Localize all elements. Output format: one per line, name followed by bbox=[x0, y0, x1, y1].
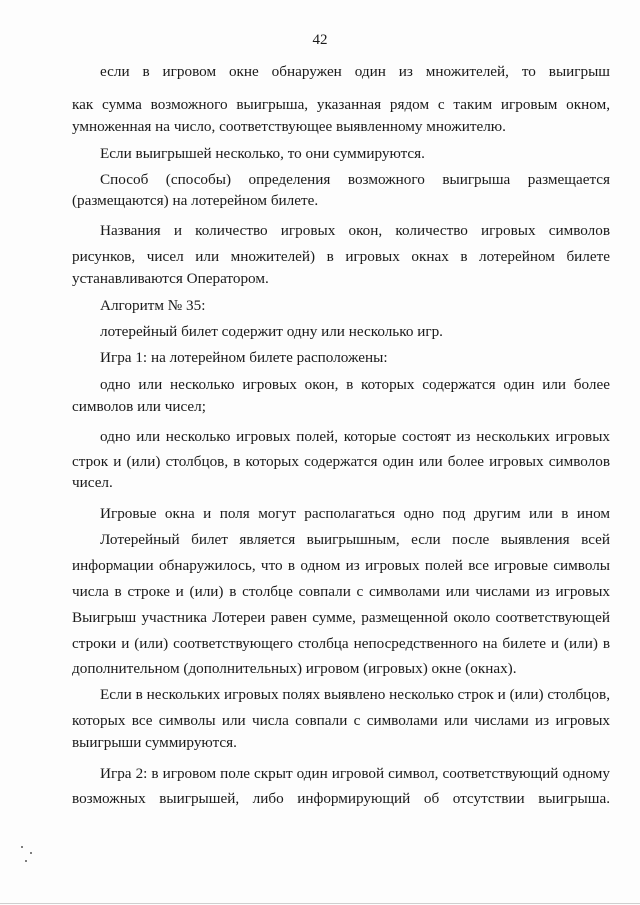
text-line: чисел. bbox=[72, 474, 113, 491]
scan-artifact bbox=[30, 852, 32, 854]
text-line: которых все символы или числа совпали с символами или числами из игровых bbox=[72, 712, 610, 729]
text-line: информации обнаружилось, что в одном из игровых полей все игровые символы bbox=[72, 557, 610, 574]
text-line: Игровые окна и поля могут располагаться одно под другим или в ином bbox=[100, 505, 610, 522]
page-number: 42 bbox=[312, 32, 328, 48]
text-line: Выигрыш участника Лотереи равен сумме, размещенной около соответствующей bbox=[72, 609, 610, 626]
text-line: Если выигрышей несколько, то они суммируются. bbox=[100, 145, 425, 162]
text-line: Лотерейный билет является выигрышным, если после выявления всей bbox=[100, 531, 610, 548]
text-line: строк и (или) столбцов, в которых содержатся один или более игровых символов bbox=[72, 453, 610, 470]
text-line: если в игровом окне обнаружен один из множителей, то выигрыш bbox=[100, 63, 610, 80]
text-line: символов или чисел; bbox=[72, 398, 206, 415]
text-line: Если в нескольких игровых полях выявлено несколько строк и (или) столбцов, bbox=[100, 686, 610, 703]
text-line: устанавливаются Оператором. bbox=[72, 270, 269, 287]
text-line: одно или несколько игровых окон, в которых содержатся один или более bbox=[100, 376, 610, 393]
text-line: как сумма возможного выигрыша, указанная рядом с таким игровым окном, bbox=[72, 96, 610, 113]
text-line: дополнительном (дополнительных) игровом (игровых) окне (окнах). bbox=[72, 660, 517, 677]
text-line: Способ (способы) определения возможного выигрыша размещается bbox=[100, 171, 610, 188]
text-line: числа в строке и (или) в столбце совпали с символами или числами из игровых bbox=[72, 583, 610, 600]
text-line: рисунков, чисел или множителей) в игровых окнах в лотерейном билете bbox=[72, 248, 610, 265]
scan-artifact bbox=[21, 846, 23, 848]
text-line: Алгоритм № 35: bbox=[100, 297, 206, 314]
text-line: Игра 1: на лотерейном билете расположены: bbox=[100, 349, 388, 366]
text-line: одно или несколько игровых полей, которые состоят из нескольких игровых bbox=[100, 428, 610, 445]
scan-artifact bbox=[25, 860, 27, 862]
text-line: Игра 2: в игровом поле скрыт один игровой символ, соответствующий одному bbox=[100, 765, 610, 782]
text-line: Названия и количество игровых окон, количество игровых символов bbox=[100, 222, 610, 239]
text-line: умноженная на число, соответствующее выявленному множителю. bbox=[72, 118, 506, 135]
text-line: выигрыши суммируются. bbox=[72, 734, 237, 751]
text-line: строки и (или) соответствующего столбца непосредственного на билете и (или) в bbox=[72, 635, 610, 652]
text-line: лотерейный билет содержит одну или несколько игр. bbox=[100, 323, 443, 340]
text-line: (размещаются) на лотерейном билете. bbox=[72, 192, 319, 209]
page-edge bbox=[0, 903, 640, 904]
text-line: возможных выигрышей, либо информирующий об отсутствии выигрыша. bbox=[72, 790, 610, 807]
